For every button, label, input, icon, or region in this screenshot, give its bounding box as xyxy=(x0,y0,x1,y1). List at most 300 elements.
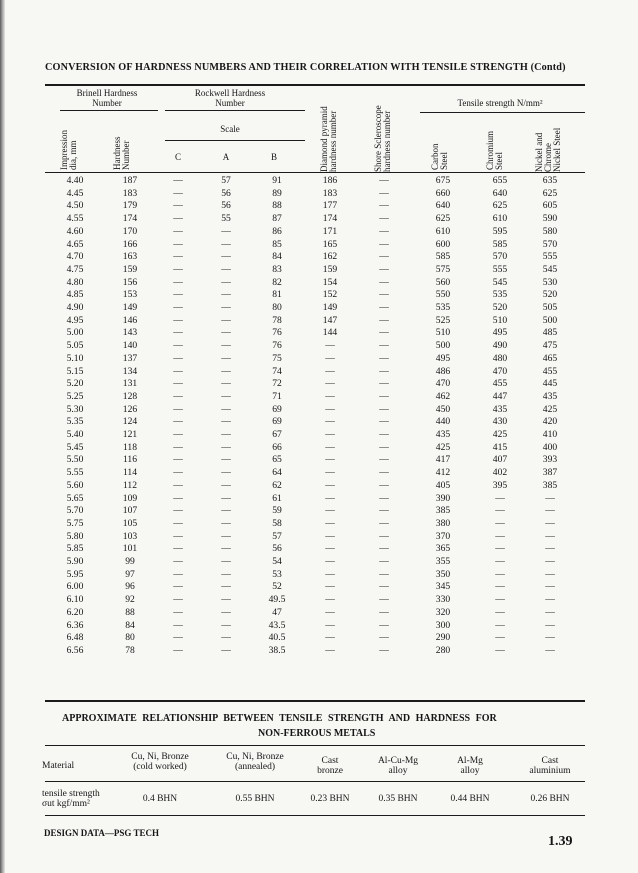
shore-cell: — xyxy=(379,530,389,542)
nickel-steel-cell: — xyxy=(545,644,555,656)
diamond-pyramid-cell: 149 xyxy=(322,302,338,313)
diamond-pyramid-cell: 154 xyxy=(322,276,338,288)
scale-a-cell: — xyxy=(221,644,231,656)
nickel-steel-cell: — xyxy=(545,530,555,542)
table-row xyxy=(0,581,638,594)
scale-c-cell: — xyxy=(173,390,183,402)
table-row xyxy=(0,531,638,544)
hardness-number-cell: 116 xyxy=(122,454,138,466)
table-row xyxy=(0,366,638,379)
scale-a-cell: — xyxy=(221,340,231,352)
scale-c-cell: — xyxy=(173,365,183,377)
scale-a-cell: — xyxy=(221,403,231,415)
impression-dia-header: Impression dia, mm xyxy=(59,130,78,170)
scale-a-cell: — xyxy=(221,543,231,555)
scale-b-cell: 64 xyxy=(272,467,282,479)
scale-a-cell: — xyxy=(221,263,231,275)
nickel-steel-cell: — xyxy=(545,581,555,593)
carbon-steel-header: Carbon Steel xyxy=(430,143,449,170)
scale-a-cell: — xyxy=(221,441,231,453)
carbon-steel-cell: 675 xyxy=(435,175,451,186)
table-row xyxy=(0,429,638,442)
shore-cell: — xyxy=(379,276,389,288)
diamond-pyramid-cell: 147 xyxy=(322,314,338,326)
brinell-group-header: Brinell Hardness Number xyxy=(76,88,138,108)
carbon-steel-cell: 450 xyxy=(435,403,451,415)
scale-c-cell: — xyxy=(173,606,183,618)
nickel-steel-cell: 635 xyxy=(542,175,558,186)
col-cast-aluminium: Cast aluminium xyxy=(529,756,571,776)
carbon-steel-cell: 610 xyxy=(435,225,451,237)
scale-a-cell: — xyxy=(221,581,231,593)
page-number: 1.39 xyxy=(548,834,573,849)
chromium-steel-cell: — xyxy=(495,644,505,656)
diamond-pyramid-cell: — xyxy=(325,517,335,529)
table-row xyxy=(0,251,638,264)
hardness-number-cell: 153 xyxy=(122,289,138,301)
scale-a-cell: — xyxy=(221,289,231,301)
material-header: Material xyxy=(42,761,75,771)
diamond-pyramid-cell: — xyxy=(325,492,335,504)
nickel-steel-cell: — xyxy=(545,606,555,618)
table-row xyxy=(0,315,638,328)
diamond-pyramid-cell: — xyxy=(325,568,335,580)
impression-dia-cell: 4.70 xyxy=(66,251,84,263)
scale-b-cell: 80 xyxy=(272,302,282,313)
value-cast-bronze: 0.23 BHN xyxy=(310,794,350,804)
impression-dia-cell: 5.15 xyxy=(66,365,84,377)
scale-b-cell: 91 xyxy=(272,175,282,186)
scale-b-cell: 86 xyxy=(272,225,282,237)
diamond-pyramid-cell: 162 xyxy=(322,251,338,263)
nickel-steel-cell: 387 xyxy=(542,467,558,479)
table-row xyxy=(0,188,638,201)
hardness-number-cell: 179 xyxy=(122,200,138,212)
nonferrous-mid-rule xyxy=(45,781,585,782)
scale-a-cell: — xyxy=(221,467,231,479)
chromium-steel-cell: 510 xyxy=(492,314,508,326)
carbon-steel-cell: 640 xyxy=(435,200,451,212)
scale-c-cell: — xyxy=(173,225,183,237)
table-row xyxy=(0,327,638,340)
scale-a-cell: — xyxy=(221,352,231,364)
shore-cell: — xyxy=(379,632,389,644)
nickel-steel-cell: 520 xyxy=(542,289,558,301)
diamond-pyramid-cell: 171 xyxy=(322,225,338,237)
shore-cell: — xyxy=(379,263,389,275)
footer-source: DESIGN DATA—PSG TECH xyxy=(44,828,160,838)
scale-b-cell: 82 xyxy=(272,276,282,288)
hardness-number-cell: 97 xyxy=(125,568,135,580)
impression-dia-cell: 5.40 xyxy=(66,429,84,440)
shore-cell: — xyxy=(379,568,389,580)
carbon-steel-cell: 300 xyxy=(435,619,451,631)
nickel-steel-cell: — xyxy=(545,517,555,529)
nickel-steel-cell: 590 xyxy=(542,213,558,225)
impression-dia-cell: 5.95 xyxy=(66,568,84,580)
diamond-pyramid-cell: 177 xyxy=(322,200,338,212)
hardness-number-header: Hardness Number xyxy=(112,136,131,170)
shore-cell: — xyxy=(379,594,389,606)
shore-cell: — xyxy=(379,238,389,250)
nickel-steel-cell: 410 xyxy=(542,429,558,440)
brinell-underline xyxy=(60,110,158,111)
scale-c-cell: — xyxy=(173,213,183,225)
scale-b-cell: 47 xyxy=(272,606,282,618)
scale-a-cell: — xyxy=(221,251,231,263)
carbon-steel-cell: 560 xyxy=(435,276,451,288)
scale-header: Scale xyxy=(220,124,240,134)
scale-c-cell: — xyxy=(173,619,183,631)
diamond-pyramid-cell: — xyxy=(325,441,335,453)
scale-a-cell: — xyxy=(221,302,231,313)
carbon-steel-cell: 510 xyxy=(435,327,451,339)
hardness-number-cell: 114 xyxy=(122,467,138,479)
chromium-steel-cell: 435 xyxy=(492,403,508,415)
chromium-steel-cell: — xyxy=(495,492,505,504)
diamond-pyramid-cell: — xyxy=(325,581,335,593)
scale-c-cell: — xyxy=(173,517,183,529)
chromium-steel-cell: 402 xyxy=(492,467,508,479)
scale-b-cell: 85 xyxy=(272,238,282,250)
scale-a-cell: — xyxy=(221,314,231,326)
scale-a-cell: — xyxy=(221,429,231,440)
impression-dia-cell: 4.95 xyxy=(66,314,84,326)
col-cast-bronze: Cast bronze xyxy=(317,756,343,776)
nickel-steel-cell: 570 xyxy=(542,238,558,250)
nonferrous-top-rule xyxy=(45,745,585,746)
scale-c-cell: — xyxy=(173,187,183,199)
diamond-pyramid-header: Diamond pyramid hardness number xyxy=(319,106,338,172)
chromium-steel-cell: 447 xyxy=(492,390,508,402)
scale-b-cell: 65 xyxy=(272,454,282,466)
impression-dia-cell: 4.90 xyxy=(66,302,84,313)
impression-dia-cell: 6.56 xyxy=(66,644,84,656)
shore-cell: — xyxy=(379,492,389,504)
scale-c-cell: — xyxy=(173,632,183,644)
diamond-pyramid-cell: — xyxy=(325,352,335,364)
table-row xyxy=(0,518,638,531)
chromium-steel-cell: — xyxy=(495,568,505,580)
table-row xyxy=(0,480,638,493)
scale-c-cell: — xyxy=(173,568,183,580)
table-row xyxy=(0,594,638,607)
chromium-steel-cell: — xyxy=(495,543,505,555)
chromium-steel-cell: — xyxy=(495,517,505,529)
impression-dia-cell: 5.50 xyxy=(66,454,84,466)
scale-b-cell: 59 xyxy=(272,505,282,517)
nickel-steel-cell: 393 xyxy=(542,454,558,466)
impression-dia-cell: 5.60 xyxy=(66,479,84,491)
hardness-number-cell: 118 xyxy=(122,441,138,453)
scale-b-cell: 78 xyxy=(272,314,282,326)
scale-c-cell: — xyxy=(173,378,183,390)
shore-cell: — xyxy=(379,543,389,555)
nickel-steel-header: Nickel and Chrome Nickel Steel xyxy=(534,127,562,172)
shore-cell: — xyxy=(379,403,389,415)
nickel-steel-cell: 435 xyxy=(542,390,558,402)
diamond-pyramid-cell: — xyxy=(325,505,335,517)
impression-dia-cell: 5.05 xyxy=(66,340,84,352)
nickel-steel-cell: — xyxy=(545,619,555,631)
diamond-pyramid-cell: 152 xyxy=(322,289,338,301)
diamond-pyramid-cell: — xyxy=(325,416,335,428)
carbon-steel-cell: 495 xyxy=(435,352,451,364)
table-row xyxy=(0,416,638,429)
shore-cell: — xyxy=(379,467,389,479)
scale-b-header: B xyxy=(270,152,277,162)
scale-c-cell: — xyxy=(173,429,183,440)
shore-cell: — xyxy=(379,314,389,326)
diamond-pyramid-cell: — xyxy=(325,454,335,466)
shore-cell: — xyxy=(379,302,389,313)
chromium-steel-cell: 395 xyxy=(492,479,508,491)
hardness-number-cell: 159 xyxy=(122,263,138,275)
shore-cell: — xyxy=(379,619,389,631)
impression-dia-cell: 6.00 xyxy=(66,581,84,593)
scale-a-cell: — xyxy=(221,365,231,377)
nickel-steel-cell: 455 xyxy=(542,365,558,377)
impression-dia-cell: 4.80 xyxy=(66,276,84,288)
header-bottom-rule xyxy=(45,172,585,173)
scale-b-cell: 58 xyxy=(272,517,282,529)
impression-dia-cell: 5.45 xyxy=(66,441,84,453)
scale-c-cell: — xyxy=(173,314,183,326)
tensile-underline xyxy=(420,112,585,113)
hardness-number-cell: 187 xyxy=(122,175,138,186)
nickel-steel-cell: 425 xyxy=(542,403,558,415)
hardness-number-cell: 78 xyxy=(125,644,135,656)
nickel-steel-cell: 555 xyxy=(542,251,558,263)
scale-b-cell: 76 xyxy=(272,340,282,352)
col-cu-ni-bronze-cold: Cu, Ni, Bronze (cold worked) xyxy=(131,752,189,772)
scale-b-cell: 88 xyxy=(272,200,282,212)
shore-cell: — xyxy=(379,556,389,567)
nickel-steel-cell: 485 xyxy=(542,327,558,339)
scale-c-cell: — xyxy=(173,454,183,466)
scale-a-cell: — xyxy=(221,568,231,580)
shore-cell: — xyxy=(379,606,389,618)
chromium-steel-cell: 425 xyxy=(492,429,508,440)
diamond-pyramid-cell: — xyxy=(325,340,335,352)
scale-a-cell: — xyxy=(221,238,231,250)
impression-dia-cell: 5.80 xyxy=(66,530,84,542)
impression-dia-cell: 6.48 xyxy=(66,632,84,644)
scale-a-cell: — xyxy=(221,606,231,618)
shore-cell: — xyxy=(379,416,389,428)
hardness-number-cell: 170 xyxy=(122,225,138,237)
hardness-number-cell: 105 xyxy=(122,517,138,529)
scale-b-cell: 56 xyxy=(272,543,282,555)
carbon-steel-cell: 290 xyxy=(435,632,451,644)
scale-b-cell: 71 xyxy=(272,390,282,402)
scale-c-cell: — xyxy=(173,594,183,606)
scale-b-cell: 62 xyxy=(272,479,282,491)
shore-cell: — xyxy=(379,175,389,186)
nonferrous-title-line1: APPROXIMATE RELATIONSHIP BETWEEN TENSILE STRENGTH AND HARDNESS FOR xyxy=(62,713,497,724)
shore-cell: — xyxy=(379,251,389,263)
hardness-number-cell: 140 xyxy=(122,340,138,352)
nonferrous-title-line2: NON-FERROUS METALS xyxy=(258,728,376,739)
carbon-steel-cell: 600 xyxy=(435,238,451,250)
shore-cell: — xyxy=(379,213,389,225)
hardness-number-cell: 134 xyxy=(122,365,138,377)
carbon-steel-cell: 486 xyxy=(435,365,451,377)
diamond-pyramid-cell: — xyxy=(325,403,335,415)
chromium-steel-header: Chromium Steel xyxy=(485,130,504,170)
table-row xyxy=(0,493,638,506)
tensile-strength-row-label: tensile strength σut kgf/mm² xyxy=(42,789,100,809)
scale-c-cell: — xyxy=(173,403,183,415)
carbon-steel-cell: 350 xyxy=(435,568,451,580)
scale-b-cell: 43.5 xyxy=(268,619,286,631)
chromium-steel-cell: 555 xyxy=(492,263,508,275)
rockwell-underline xyxy=(165,110,305,111)
chromium-steel-cell: — xyxy=(495,632,505,644)
carbon-steel-cell: 625 xyxy=(435,213,451,225)
nickel-steel-cell: — xyxy=(545,492,555,504)
carbon-steel-cell: 345 xyxy=(435,581,451,593)
nickel-steel-cell: 605 xyxy=(542,200,558,212)
carbon-steel-cell: 412 xyxy=(435,467,451,479)
scale-b-cell: 66 xyxy=(272,441,282,453)
table-row xyxy=(0,556,638,569)
scale-a-cell: — xyxy=(221,530,231,542)
impression-dia-cell: 4.60 xyxy=(66,225,84,237)
hardness-number-cell: 107 xyxy=(122,505,138,517)
shore-cell: — xyxy=(379,327,389,339)
shore-cell: — xyxy=(379,581,389,593)
chromium-steel-cell: 495 xyxy=(492,327,508,339)
impression-dia-cell: 6.10 xyxy=(66,594,84,606)
table-row xyxy=(0,632,638,645)
diamond-pyramid-cell: — xyxy=(325,619,335,631)
col-al-mg: Al-Mg alloy xyxy=(457,756,483,776)
diamond-pyramid-cell: — xyxy=(325,606,335,618)
nickel-steel-cell: — xyxy=(545,632,555,644)
value-cast-aluminium: 0.26 BHN xyxy=(530,794,570,804)
chromium-steel-cell: 610 xyxy=(492,213,508,225)
shore-cell: — xyxy=(379,644,389,656)
chromium-steel-cell: 490 xyxy=(492,340,508,352)
table-row xyxy=(0,200,638,213)
carbon-steel-cell: 417 xyxy=(435,454,451,466)
scale-b-cell: 57 xyxy=(272,530,282,542)
table-row xyxy=(0,645,638,658)
nickel-steel-cell: 500 xyxy=(542,314,558,326)
impression-dia-cell: 4.45 xyxy=(66,187,84,199)
nickel-steel-cell: 420 xyxy=(542,416,558,428)
scale-b-cell: 61 xyxy=(272,492,282,504)
scale-a-cell: — xyxy=(221,416,231,428)
diamond-pyramid-cell: — xyxy=(325,632,335,644)
impression-dia-cell: 5.30 xyxy=(66,403,84,415)
carbon-steel-cell: 525 xyxy=(435,314,451,326)
scale-c-cell: — xyxy=(173,352,183,364)
carbon-steel-cell: 370 xyxy=(435,530,451,542)
table-row xyxy=(0,378,638,391)
carbon-steel-cell: 425 xyxy=(435,441,451,453)
impression-dia-cell: 5.10 xyxy=(66,352,84,364)
page-title: CONVERSION OF HARDNESS NUMBERS AND THEIR CORRELATION WITH TENSILE STRENGTH (Contd) xyxy=(45,62,566,73)
shore-cell: — xyxy=(379,289,389,301)
chromium-steel-cell: 570 xyxy=(492,251,508,263)
nickel-steel-cell: 445 xyxy=(542,378,558,390)
nonferrous-bottom-rule xyxy=(45,815,585,816)
scale-c-cell: — xyxy=(173,479,183,491)
nickel-steel-cell: 400 xyxy=(542,441,558,453)
carbon-steel-cell: 435 xyxy=(435,429,451,440)
scale-underline xyxy=(165,140,305,141)
chromium-steel-cell: 545 xyxy=(492,276,508,288)
table-row xyxy=(0,467,638,480)
chromium-steel-cell: — xyxy=(495,606,505,618)
value-cu-ni-bronze-cold: 0.4 BHN xyxy=(142,794,178,804)
chromium-steel-cell: 595 xyxy=(492,225,508,237)
chromium-steel-cell: 585 xyxy=(492,238,508,250)
diamond-pyramid-cell: — xyxy=(325,429,335,440)
hardness-number-cell: 166 xyxy=(122,238,138,250)
scale-a-cell: — xyxy=(221,619,231,631)
shore-cell: — xyxy=(379,454,389,466)
scale-a-cell: — xyxy=(221,594,231,606)
table-row xyxy=(0,391,638,404)
scale-b-cell: 38.5 xyxy=(268,644,286,656)
hardness-number-cell: 121 xyxy=(122,429,138,440)
nickel-steel-cell: 530 xyxy=(542,276,558,288)
shore-cell: — xyxy=(379,365,389,377)
carbon-steel-cell: 550 xyxy=(435,289,451,301)
diamond-pyramid-cell: — xyxy=(325,543,335,555)
value-al-cu-mg: 0.35 BHN xyxy=(378,794,418,804)
diamond-pyramid-cell: 174 xyxy=(322,213,338,225)
chromium-steel-cell: — xyxy=(495,556,505,567)
chromium-steel-cell: 470 xyxy=(492,365,508,377)
scale-a-cell: — xyxy=(221,492,231,504)
table-row xyxy=(0,302,638,315)
diamond-pyramid-cell: 165 xyxy=(322,238,338,250)
chromium-steel-cell: — xyxy=(495,581,505,593)
scale-a-cell: 57 xyxy=(221,175,231,186)
chromium-steel-cell: — xyxy=(495,594,505,606)
diamond-pyramid-cell: — xyxy=(325,556,335,567)
impression-dia-cell: 4.85 xyxy=(66,289,84,301)
hardness-number-cell: 112 xyxy=(122,479,138,491)
table-row xyxy=(0,404,638,417)
shore-cell: — xyxy=(379,200,389,212)
scale-b-cell: 69 xyxy=(272,416,282,428)
carbon-steel-cell: 405 xyxy=(435,479,451,491)
impression-dia-cell: 4.50 xyxy=(66,200,84,212)
scale-a-cell: — xyxy=(221,505,231,517)
nickel-steel-cell: — xyxy=(545,543,555,555)
table-row xyxy=(0,289,638,302)
scale-a-cell: 56 xyxy=(221,200,231,212)
hardness-number-cell: 124 xyxy=(122,416,138,428)
scale-a-cell: — xyxy=(221,517,231,529)
chromium-steel-cell: — xyxy=(495,530,505,542)
diamond-pyramid-cell: — xyxy=(325,467,335,479)
diamond-pyramid-cell: — xyxy=(325,530,335,542)
hardness-number-cell: 92 xyxy=(125,594,135,606)
impression-dia-cell: 5.75 xyxy=(66,517,84,529)
table-row xyxy=(0,607,638,620)
scale-b-cell: 53 xyxy=(272,568,282,580)
carbon-steel-cell: 470 xyxy=(435,378,451,390)
nickel-steel-cell: 625 xyxy=(542,187,558,199)
scale-c-cell: — xyxy=(173,644,183,656)
hardness-number-cell: 103 xyxy=(122,530,138,542)
